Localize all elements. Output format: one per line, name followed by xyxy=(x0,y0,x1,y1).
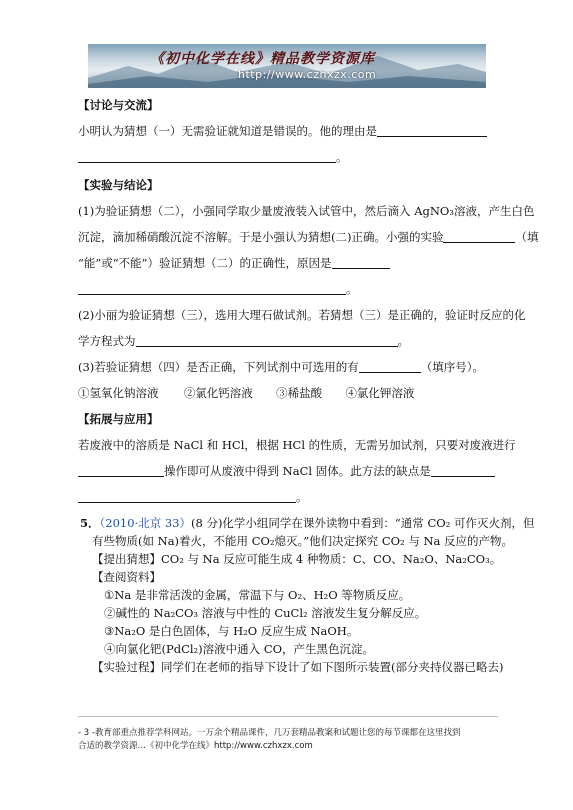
ext-line-a: 若废液中的溶质是 NaCl 和 HCl，根据 HCl 的性质，无需另加试剂，只要对废液进行 xyxy=(78,438,516,452)
discuss-text: 小明认为猜想（一）无需验证就知道是错误的。他的理由是 xyxy=(78,124,487,138)
answer-blank-8[interactable] xyxy=(78,464,164,477)
q5-line-3: 【提出猜想】CO₂ 与 Na 反应可能生成 4 种物质：C、CO、Na₂O、Na₂CO₃。 xyxy=(92,552,502,566)
discuss-heading: 【讨论与交流】 xyxy=(78,98,159,112)
q5-line-5: ①Na 是非常活泼的金属，常温下与 O₂、H₂O 等物质反应。 xyxy=(104,588,411,602)
exp2-line-b: 学方程式为 。 xyxy=(78,334,409,348)
footer-line-1: - 3 -教育部重点推荐学科网站。一万余个精品课件，几万套精品教案和试题让您的每节课都在这里找到 xyxy=(78,728,461,738)
exp1-line-d: 。 xyxy=(78,282,358,296)
exp3-line: (3)若验证猜想（四）是否正确，下列试剂中可选用的有 （填序号）。 xyxy=(78,360,485,374)
q5-line-9: 【实验过程】同学们在老师的指导下设计了如下图所示装置(部分夹持仪器已略去) xyxy=(92,660,504,674)
ext-line-c: 。 xyxy=(78,490,308,504)
exp2-line-a: (2)小丽为验证猜想（三），选用大理石做试剂。若猜想（三）是正确的，验证时反应的化 xyxy=(78,308,526,322)
discuss-text-2: 。 xyxy=(78,150,348,164)
answer-blank-7[interactable] xyxy=(359,360,421,373)
option-1: ①氢氧化钠溶液 xyxy=(78,386,159,400)
footer-divider xyxy=(78,716,498,717)
question-number: 5． xyxy=(80,516,100,530)
answer-blank-6[interactable] xyxy=(136,334,398,347)
option-3: ③稀盐酸 xyxy=(276,386,323,400)
exp1-line-c: “能”或“不能”）验证猜想（二）的正确性，原因是 xyxy=(78,256,390,270)
option-4: ④氯化钾溶液 xyxy=(345,386,415,400)
exp-heading: 【实验与结论】 xyxy=(78,178,159,192)
options-line xyxy=(78,386,414,400)
page-footer xyxy=(78,727,460,753)
header-banner xyxy=(88,44,486,88)
q5-line-4: 【查阅资料】 xyxy=(92,570,161,584)
exp1-line-a: (1)为验证猜想（二），小强同学取少量废液装入试管中，然后滴入 AgNO₃溶液，产生白色 xyxy=(78,204,535,218)
option-2: ②氯化钙溶液 xyxy=(183,386,253,400)
answer-blank-10[interactable] xyxy=(78,490,296,503)
ext-line-b: 操作即可从废液中得到 NaCl 固体。此方法的缺点是 xyxy=(78,464,495,478)
q5-line-6: ②碱性的 Na₂CO₃ 溶液与中性的 CuCl₂ 溶液发生复分解反应。 xyxy=(104,606,427,620)
banner-url[interactable]: http://www.czhxzx.com xyxy=(238,68,377,81)
exp1-line-b: 沉淀，滴加稀硝酸沉淀不溶解。于是小强认为猜想(二)正确。小强的实验 （填 xyxy=(78,230,539,244)
banner-title: 《初中化学在线》精品教学资源库 xyxy=(150,51,375,67)
question-source: （2010·北京 33） xyxy=(99,516,191,530)
q5-line-7: ③Na₂O 是白色固体，与 H₂O 反应生成 NaOH。 xyxy=(104,624,359,638)
answer-blank-9[interactable] xyxy=(431,464,495,477)
ext-heading: 【拓展与应用】 xyxy=(78,412,159,426)
answer-blank-1[interactable] xyxy=(377,124,487,137)
q5-line-1: 5．（2010·北京 33）(8 分)化学小组同学在课外读物中看到：“通常 CO₂ 可作灭火剂，但 xyxy=(80,516,535,530)
answer-blank-4[interactable] xyxy=(332,256,390,269)
footer-line-2: 合适的教学资源…《初中化学在线》http://www.czhxzx.com xyxy=(78,741,313,751)
answer-blank-2[interactable] xyxy=(78,150,336,163)
answer-blank-3[interactable] xyxy=(443,230,515,243)
q5-line-2: 有些物质(如 Na)着火，不能用 CO₂熄灭。”他们决定探究 CO₂ 与 Na 反应的产物。 xyxy=(92,534,514,548)
answer-blank-5[interactable] xyxy=(78,282,346,295)
q5-line-8: ④向氯化钯(PdCl₂)溶液中通入 CO，产生黑色沉淀。 xyxy=(104,642,375,656)
